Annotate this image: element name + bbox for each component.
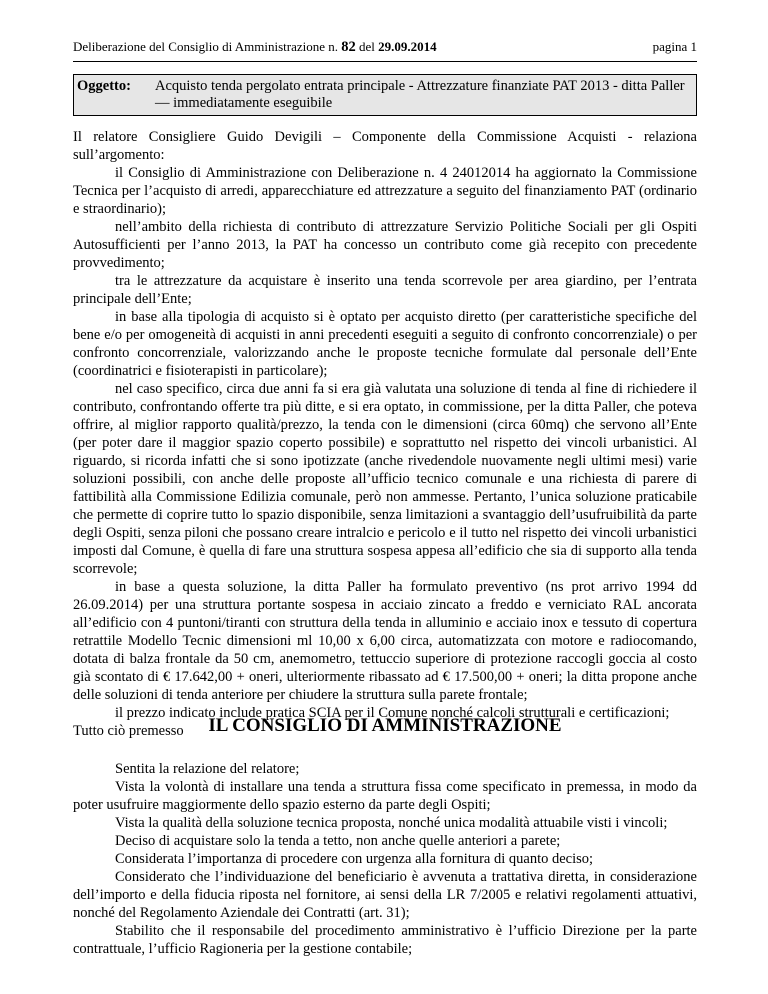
header-divider — [73, 61, 697, 62]
paragraph: Deciso di acquistare solo la tenda a tetto, non anche quelle anteriori a parete; — [115, 833, 561, 849]
deliberation-date: 29.09.2014 — [378, 39, 437, 54]
subject-text: Acquisto tenda pergolato entrata principale - Attrezzature finanziate PAT 2013 - ditta Paller — immediatamente eseguibile — [155, 78, 685, 111]
subject-label: Oggetto: — [77, 78, 131, 94]
premise-section — [73, 128, 697, 740]
paragraph: Il relatore Consigliere Guido Devigili – Componente della Commissione Acquisti - relaziona sull’argomento: — [73, 129, 697, 163]
paragraph: Tutto ciò premesso — [73, 723, 184, 739]
section-heading: IL CONSIGLIO DI AMMINISTRAZIONE — [208, 715, 562, 736]
decision-section — [73, 760, 697, 958]
paragraph: Sentita la relazione del relatore; — [115, 761, 300, 777]
paragraph: Considerata l’importanza di procedere con urgenza alla fornitura di quanto deciso; — [115, 851, 594, 867]
paragraph: nel caso specifico, circa due anni fa si era già valutata una soluzione di tenda al fine di richiedere il contributo, confrontando offerte tra più ditte, e si era optato, in commissione, per la ditta Paller, che poteva offrire, al miglior rapporto qualità/prezzo, la tenda con le dimensioni (circa 60mq) che servono all’Ente (per poter dare il maggior spazio coperto possibile) e soprattutto nel rispetto dei vincoli urbanistici. Al riguardo, si ricorda infatti che si sono ipotizzate (anche rivedendole nuovamente negli ultimi mesi) varie soluzioni possibili, con anche delle proposte all’ufficio tecnico comunale e una richiesta di parere di fattibilità alla Commissione Edilizia comunale, però non ammesse. Pertanto, l’unica soluzione praticabile che permette di coprire tutto lo spazio disponibile, senza limitazioni a svantaggio dell’usufruibilità da parte degli Ospiti, senza piloni che possano creare intralcio e pericolo e il tutto nel rispetto dei vincoli urbanistici imposti dal Comune, è quella di fare una struttura sospesa appesa all’edificio che sia di supporto alla tenda scorrevole; — [73, 381, 697, 577]
paragraph: Vista la qualità della soluzione tecnica proposta, nonché unica modalità attuabile visti i vincoli; — [115, 815, 668, 831]
paragraph: tra le attrezzature da acquistare è inserito una tenda scorrevole per area giardino, per l’entrata principale dell’Ente; — [73, 273, 697, 307]
paragraph: in base alla tipologia di acquisto si è optato per acquisto diretto (per caratteristiche specifiche del bene e/o per omogeneità di acquisti in anni precedenti eseguiti a seguito di confronto concorrenziale) o per confronto concorrenziale, valorizzando anche le proposte tecniche formulate dal personale dell’Ente (coordinatrici e fisioterapisti in particolare); — [73, 309, 697, 379]
paragraph: il prezzo indicato include pratica SCIA per il Comune nonché calcoli strutturali e certificazioni; — [115, 705, 670, 721]
deliberation-number: 82 — [341, 39, 356, 55]
paragraph: nell’ambito della richiesta di contributo di attrezzature Servizio Politiche Sociali per gli Ospiti Autosufficienti per l’anno 2013, la PAT ha concesso un contributo come già recepito con precedente provvedimento; — [73, 219, 697, 271]
page-number: pagina 1 — [652, 39, 697, 54]
paragraph: il Consiglio di Amministrazione con Deliberazione n. 4 24012014 ha aggiornato la Commissione Tecnica per l’acquisto di arredi, apparecchiature ed attrezzature a seguito del finanziamento PAT (ordinario e straordinario); — [73, 165, 697, 217]
paragraph: Vista la volontà di installare una tenda a struttura fissa come specificato in premessa, in modo da poter usufruire maggiormente dello spazio esterno da parte degli Ospiti; — [73, 779, 697, 813]
header-title: Deliberazione del Consiglio di Amministrazione n. 82 del 29.09.2014 — [73, 39, 437, 55]
subject-box — [73, 74, 697, 116]
paragraph: in base a questa soluzione, la ditta Paller ha formulato preventivo (ns prot arrivo 1994 dd 26.09.2014) per una struttura portante sospesa in acciaio zincato a freddo e verniciato RAL ancorata all’edificio con 4 puntoni/tiranti con struttura della tenda in alluminio e acciaio inox e tessuto di copertura retrattile Modello Tecnic dimensioni ml 10,00 x 6,00 circa, automatizzata con motore e radiocomando, dotata di balza frontale da 50 cm, anemometro, tettuccio superiore di protezione raccogli goccia al costo già scontato di € 17.642,00 + oneri, ulteriormente ribassato ad € 17.500,00 + oneri; la ditta propone anche delle soluzioni di tenda anteriore per chiudere la struttura sulla parete frontale; — [73, 579, 697, 703]
paragraph: Stabilito che il responsabile del procedimento amministrativo è l’ufficio Direzione per la parte contrattuale, l’ufficio Ragioneria per la gestione contabile; — [73, 923, 697, 957]
paragraph: Considerato che l’individuazione del beneficiario è avvenuta a trattativa diretta, in considerazione dell’importo e della fiducia riposta nel fornitore, ai sensi della LR 7/2005 e relativi regolamenti attuativi, nonché del Regolamento Aziendale dei Contratti (art. 31); — [73, 869, 697, 921]
